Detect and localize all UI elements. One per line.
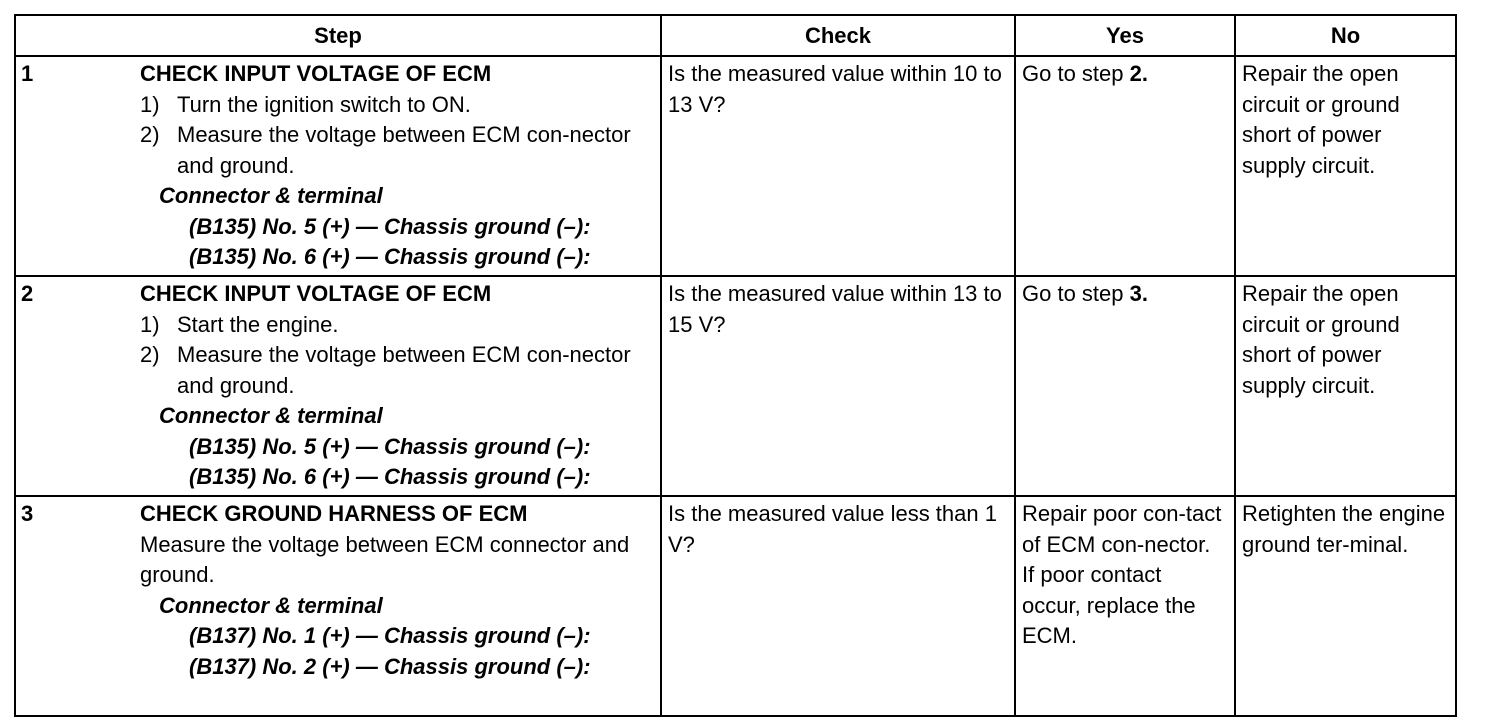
yes-text xyxy=(1016,277,1234,310)
step-instruction: Measure the voltage between ECM connector and ground. xyxy=(140,531,630,587)
header-yes: Yes xyxy=(1015,15,1235,56)
step-body xyxy=(140,497,660,682)
sub-step-number: 1) xyxy=(140,311,160,337)
header-row xyxy=(15,15,1456,56)
no-text: Repair the open circuit or ground short of power supply circuit. xyxy=(1242,61,1400,178)
diagnostic-table xyxy=(14,14,1457,717)
sub-step-number: 2) xyxy=(140,342,160,367)
check-text: Is the measured value within 13 to 15 V? xyxy=(668,281,1002,337)
terminal-line: (B135) No. 5 (+) — Chassis ground (–): xyxy=(189,433,591,459)
step-title: CHECK INPUT VOLTAGE OF ECM xyxy=(140,281,492,306)
terminal-line: (B135) No. 6 (+) — Chassis ground (–): xyxy=(189,464,591,489)
sub-step xyxy=(140,310,660,341)
check-cell xyxy=(661,56,1015,276)
check-cell xyxy=(661,496,1015,716)
header-no: No xyxy=(1235,15,1456,56)
table-row xyxy=(15,276,1456,496)
yes-step-ref: 3. xyxy=(1129,281,1148,306)
yes-cell xyxy=(1015,276,1235,496)
terminal-line: (B137) No. 1 (+) — Chassis ground (–): xyxy=(189,623,591,648)
table-row xyxy=(15,56,1456,276)
connector-label: Connector & terminal xyxy=(159,403,383,428)
yes-text: Repair poor con-tact of ECM con-nector. If poor contact occur, replace the ECM. xyxy=(1022,501,1222,648)
yes-cell xyxy=(1015,496,1235,716)
yes-step-ref: 2. xyxy=(1129,61,1148,86)
yes-prefix: Go to step xyxy=(1022,61,1130,86)
step-title: CHECK INPUT VOLTAGE OF ECM xyxy=(140,61,492,86)
step-title: CHECK GROUND HARNESS OF ECM xyxy=(140,501,528,526)
terminal-line: (B135) No. 6 (+) — Chassis ground (–): xyxy=(189,244,591,269)
sub-step xyxy=(140,340,660,401)
sub-step-text: Turn the ignition switch to ON. xyxy=(177,91,471,117)
sub-step-number: 2) xyxy=(140,122,160,147)
sub-step xyxy=(140,120,660,181)
check-text: Is the measured value less than 1 V? xyxy=(668,501,997,557)
sub-step-text: Start the engine. xyxy=(177,311,339,337)
step-number: 3 xyxy=(21,501,34,526)
yes-cell xyxy=(1015,56,1235,276)
step-body xyxy=(140,57,660,273)
check-cell xyxy=(661,276,1015,496)
sub-step xyxy=(140,90,660,121)
header-step: Step xyxy=(15,15,661,56)
no-cell xyxy=(1235,496,1456,716)
table-row xyxy=(15,496,1456,716)
step-cell xyxy=(15,276,661,496)
terminal-line: (B137) No. 2 (+) — Chassis ground (–): xyxy=(189,653,591,679)
sub-step-text: Measure the voltage between ECM con-nector and ground. xyxy=(177,342,631,398)
yes-prefix: Go to step xyxy=(1022,281,1130,306)
no-cell xyxy=(1235,276,1456,496)
step-cell xyxy=(15,56,661,276)
header-check: Check xyxy=(661,15,1015,56)
no-cell xyxy=(1235,56,1456,276)
terminal-line: (B135) No. 5 (+) — Chassis ground (–): xyxy=(189,213,591,239)
step-number: 2 xyxy=(21,281,34,306)
yes-text xyxy=(1016,57,1234,90)
step-body xyxy=(140,277,660,493)
no-text: Repair the open circuit or ground short of power supply circuit. xyxy=(1242,281,1400,398)
connector-label: Connector & terminal xyxy=(159,592,383,618)
check-text: Is the measured value within 10 to 13 V? xyxy=(668,61,1002,117)
no-text: Retighten the engine ground ter-minal. xyxy=(1242,501,1446,557)
sub-step-number: 1) xyxy=(140,91,160,117)
connector-label: Connector & terminal xyxy=(159,183,383,208)
step-cell xyxy=(15,496,661,716)
sub-step-text: Measure the voltage between ECM con-nector and ground. xyxy=(177,122,631,178)
step-number: 1 xyxy=(21,61,34,86)
